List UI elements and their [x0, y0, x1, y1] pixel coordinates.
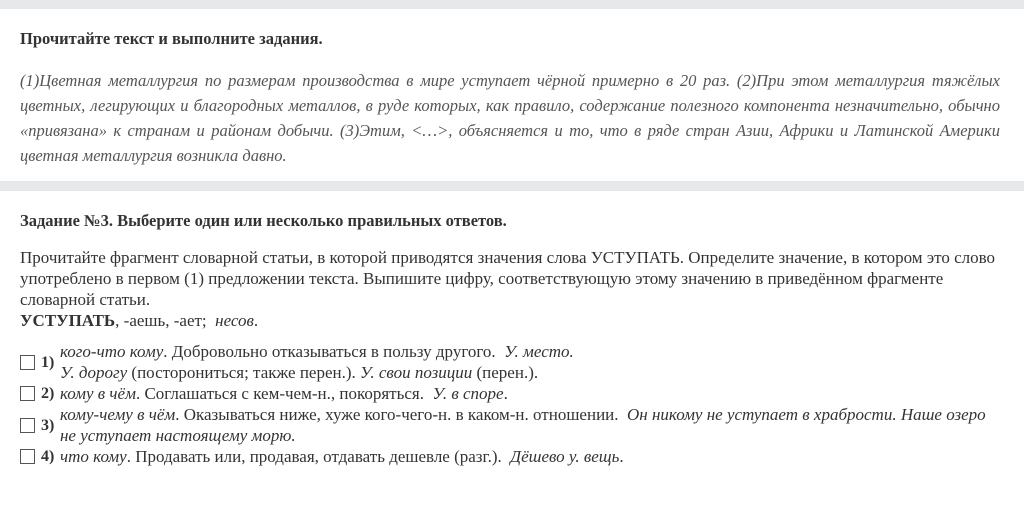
option-number: 3)	[41, 416, 55, 434]
answer-option-2[interactable]	[20, 383, 1000, 404]
reading-heading: Прочитайте текст и выполните задания.	[20, 29, 323, 48]
option-example: Он никому не уступает в храбрости. Наше озеро не уступает настоящему морю.	[60, 405, 986, 445]
option-note: (посторониться; также перен.).	[127, 363, 356, 382]
option-number: 4)	[41, 448, 55, 465]
option-example: Дёшево у. вещь	[510, 447, 620, 466]
option-definition: . Добровольно отказываться в пользу другого.	[163, 342, 496, 361]
reading-block	[0, 9, 1024, 168]
option-number: 2)	[41, 385, 55, 402]
headword-forms: , -аешь, -ает;	[115, 311, 207, 330]
part-of-speech-dot: .	[253, 311, 259, 330]
headword: УСТУПАТЬ	[20, 311, 116, 330]
section-divider	[0, 181, 1024, 191]
option-government: кого-что кому	[60, 342, 164, 361]
option-text	[57, 404, 1000, 446]
option-tail: .	[619, 447, 624, 466]
option-government: кому в чём	[60, 384, 136, 403]
dictionary-entry-header	[20, 310, 1000, 331]
reading-passage: (1)Цветная металлургия по размерам производства в мире уступает чёрной примерно в 20 раз. (2)При этом металлургия тяжёлых цветных, легирующих и благородных металлов, в руде которых, как правило, содержание полезного компонента незначительно, обычно «привязана» к странам и районам добычи. (3)Этим, <…>, объясняется и то, что в ряде стран Азии, Африки и Латинской Америки цветная металлургия возникла давно.	[20, 71, 1000, 165]
option-example: У. свои позиции	[360, 363, 473, 382]
option-definition: . Соглашаться с кем-чем-н., покоряться.	[135, 384, 424, 403]
option-definition: . Оказываться ниже, хуже кого-чего-н. в каком-н. отношении.	[175, 405, 619, 424]
part-of-speech: несов	[215, 311, 254, 330]
option-text	[57, 383, 1000, 404]
option-government: что кому	[60, 447, 127, 466]
option-example: У. в споре	[432, 384, 504, 403]
option-text	[57, 446, 1000, 467]
task-heading: Задание №3. Выберите один или несколько правильных ответов.	[20, 211, 507, 230]
option-number: 1)	[41, 353, 55, 371]
option-government: кому-чему в чём	[60, 405, 176, 424]
answer-options	[20, 341, 1000, 467]
answer-checkbox-4[interactable]	[20, 449, 35, 464]
option-example: У. дорогу	[60, 363, 128, 382]
answer-option-4[interactable]	[20, 446, 1000, 467]
option-definition: . Продавать или, продавая, отдавать дешевле (разг.).	[126, 447, 502, 466]
option-tail: .	[503, 384, 508, 403]
task-instruction: Прочитайте фрагмент словарной статьи, в которой приводятся значения слова УСТУПАТЬ. Определите значение, в котором это слово употреблено в первом (1) предложении текста. Выпишите цифру, соответствующую этому значению в приведённом фрагменте словарной статьи.	[20, 248, 996, 309]
answer-option-3[interactable]	[20, 404, 1000, 446]
option-example: У. место.	[504, 342, 574, 361]
answer-checkbox-3[interactable]	[20, 418, 35, 433]
answer-option-1[interactable]	[20, 341, 1000, 383]
top-divider	[0, 0, 1024, 9]
option-text	[57, 341, 1000, 383]
answer-checkbox-1[interactable]	[20, 355, 35, 370]
answer-checkbox-2[interactable]	[20, 386, 35, 401]
task-block	[0, 191, 1024, 467]
option-note: (перен.).	[472, 363, 539, 382]
